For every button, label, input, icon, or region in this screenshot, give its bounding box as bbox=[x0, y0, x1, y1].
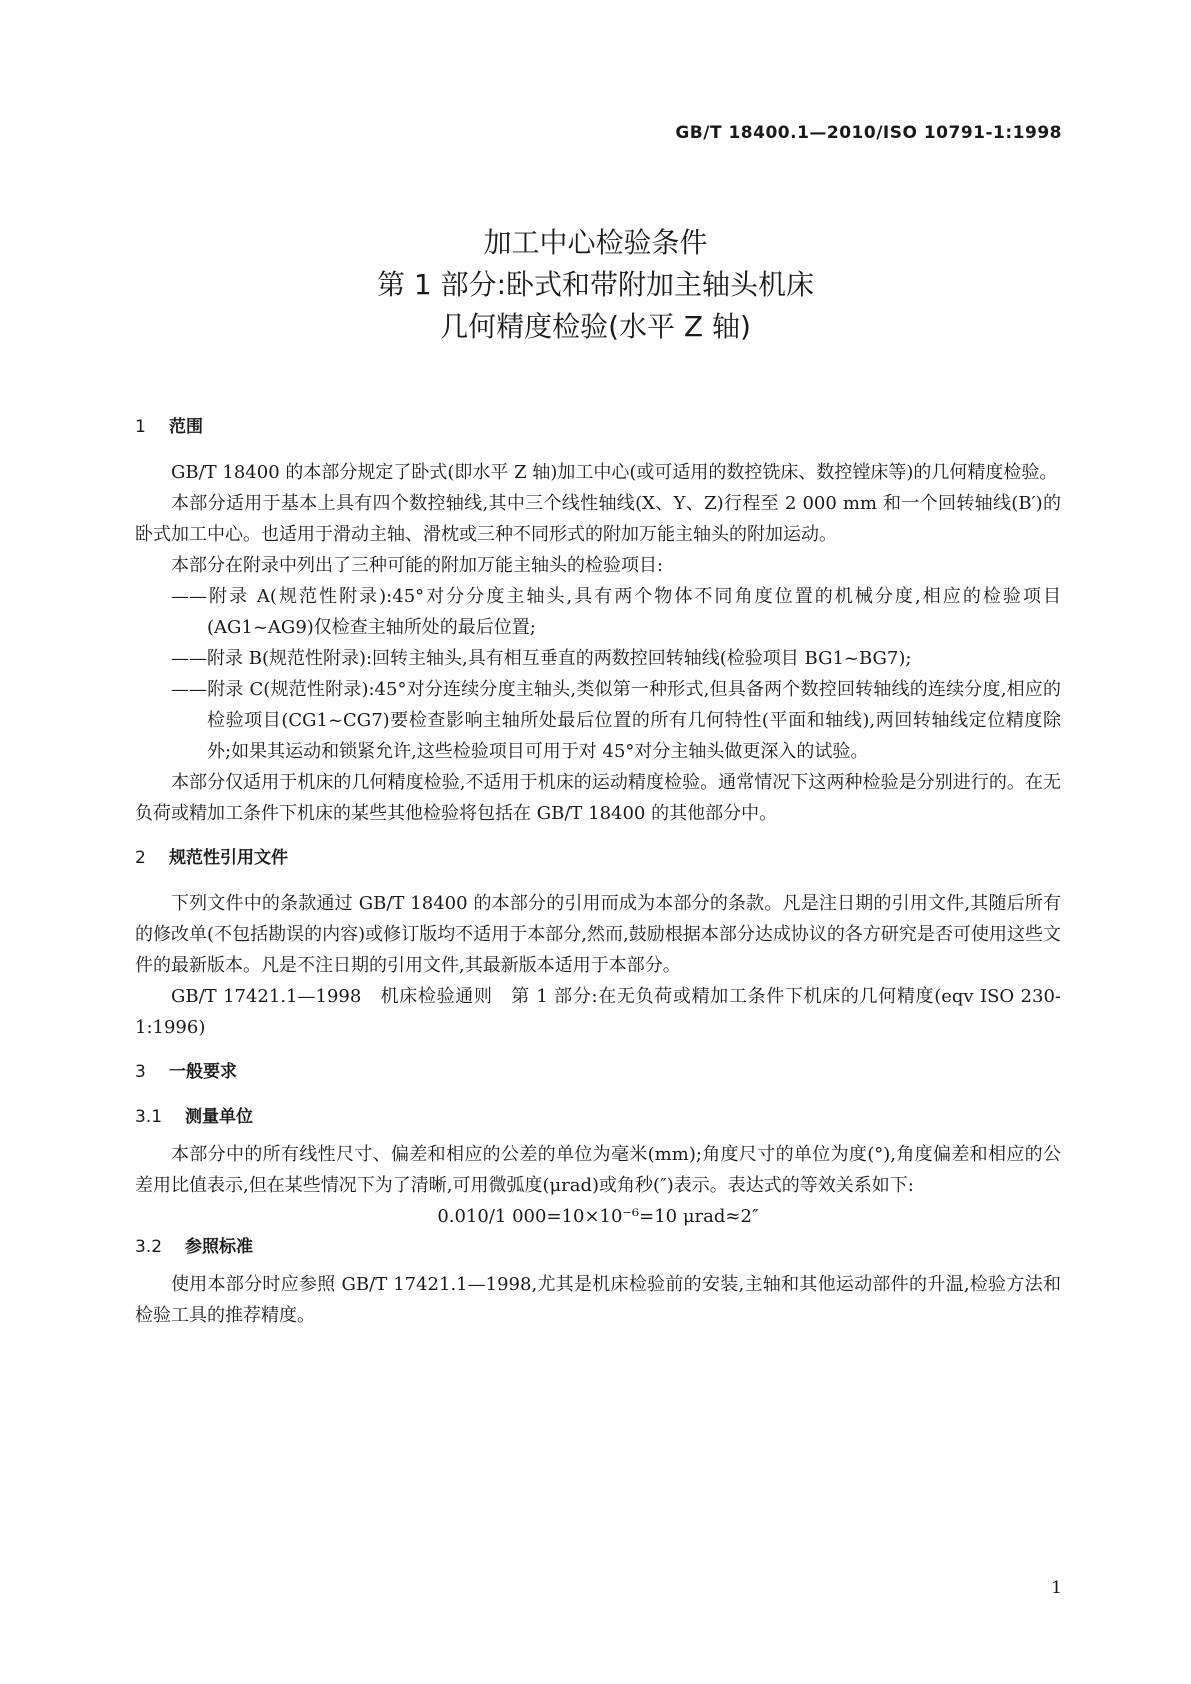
section-3-2-paragraph-1: 使用本部分时应参照 GB/T 17421.1—1998,尤其是机床检验前的安装,主轴和其他运动部件的升温,检验方法和检验工具的推荐精度。 bbox=[135, 1274, 1061, 1326]
title-line-3: 几何精度检验(水平 Z 轴) bbox=[440, 310, 751, 343]
document-body bbox=[135, 412, 1061, 1331]
section-number: 3.2 bbox=[135, 1237, 163, 1257]
section-title: 测量单位 bbox=[185, 1107, 253, 1127]
section-2-paragraph-1: 下列文件中的条款通过 GB/T 18400 的本部分的引用而成为本部分的条款。凡是注日期的引用文件,其随后所有的修改单(不包括勘误的内容)或修订版均不适用于本部分,然而,鼓励根据本部分达成协议的各方研究是否可使用这些文件的最新版本。凡是不注日期的引用文件,其最新版本适用于本部分。 bbox=[135, 893, 1061, 976]
section-number: 3 bbox=[135, 1062, 146, 1082]
section-3-1-heading bbox=[135, 1102, 1061, 1133]
list-item: ——附录 B(规范性附录):回转主轴头,具有相互垂直的两数控回转轴线(检验项目 BG1~BG7); bbox=[171, 648, 912, 669]
section-3-2-heading bbox=[135, 1232, 1061, 1263]
section-number: 2 bbox=[135, 848, 146, 868]
equivalence-formula: 0.010/1 000=10×10⁻⁶=10 μrad≈2″ bbox=[437, 1206, 759, 1227]
section-number: 1 bbox=[135, 417, 146, 437]
section-title: 范围 bbox=[169, 417, 203, 437]
section-title: 参照标准 bbox=[185, 1237, 253, 1257]
section-1-paragraph-3: 本部分在附录中列出了三种可能的附加万能主轴头的检验项目: bbox=[171, 555, 664, 576]
section-title: 一般要求 bbox=[169, 1062, 237, 1082]
standard-code: GB/T 18400.1—2010/ISO 10791-1:1998 bbox=[675, 123, 1062, 143]
list-item: ——附录 C(规范性附录):45°对分连续分度主轴头,类似第一种形式,但具备两个数控回转轴线的连续分度,相应的检验项目(CG1~CG7)要检查影响主轴所处最后位置的所有几何特性(平面和轴线),两回转轴线定位精度除外;如果其运动和锁紧允许,这些检验项目可用于对 45°对分主轴头做更深入的试验。 bbox=[171, 679, 1061, 762]
title-line-1: 加工中心检验条件 bbox=[483, 226, 708, 259]
normative-reference: GB/T 17421.1—1998 机床检验通则 第 1 部分:在无负荷或精加工条件下机床的几何精度(eqv ISO 230-1:1996) bbox=[135, 986, 1061, 1038]
section-3-1-paragraph-1: 本部分中的所有线性尺寸、偏差和相应的公差的单位为毫米(mm);角度尺寸的单位为度(°),角度偏差和相应的公差用比值表示,但在某些情况下为了清晰,可用微弧度(μrad)或角秒(″)表示。表达式的等效关系如下: bbox=[135, 1144, 1061, 1196]
section-2-heading bbox=[135, 843, 1061, 874]
section-1-heading bbox=[135, 412, 1061, 443]
section-number: 3.1 bbox=[135, 1107, 163, 1127]
list-item: ——附录 A(规范性附录):45°对分分度主轴头,具有两个物体不同角度位置的机械分度,相应的检验项目(AG1~AG9)仅检查主轴所处的最后位置; bbox=[171, 586, 1061, 638]
document-title bbox=[0, 222, 1191, 348]
page-number: 1 bbox=[1051, 1578, 1062, 1598]
title-line-2: 第 1 部分:卧式和带附加主轴头机床 bbox=[376, 268, 815, 301]
section-title: 规范性引用文件 bbox=[169, 848, 288, 868]
section-1-paragraph-1: GB/T 18400 的本部分规定了卧式(即水平 Z 轴)加工中心(或可适用的数控铣床、数控镗床等)的几何精度检验。 bbox=[171, 462, 1058, 483]
section-3-heading bbox=[135, 1057, 1061, 1088]
section-1-paragraph-4: 本部分仅适用于机床的几何精度检验,不适用于机床的运动精度检验。通常情况下这两种检验是分别进行的。在无负荷或精加工条件下机床的某些其他检验将包括在 GB/T 18400 的其他部分中。 bbox=[135, 772, 1061, 824]
section-1-paragraph-2: 本部分适用于基本上具有四个数控轴线,其中三个线性轴线(X、Y、Z)行程至 2 000 mm 和一个回转轴线(B′)的卧式加工中心。也适用于滑动主轴、滑枕或三种不同形式的附加万能主轴头的附加运动。 bbox=[135, 493, 1061, 545]
